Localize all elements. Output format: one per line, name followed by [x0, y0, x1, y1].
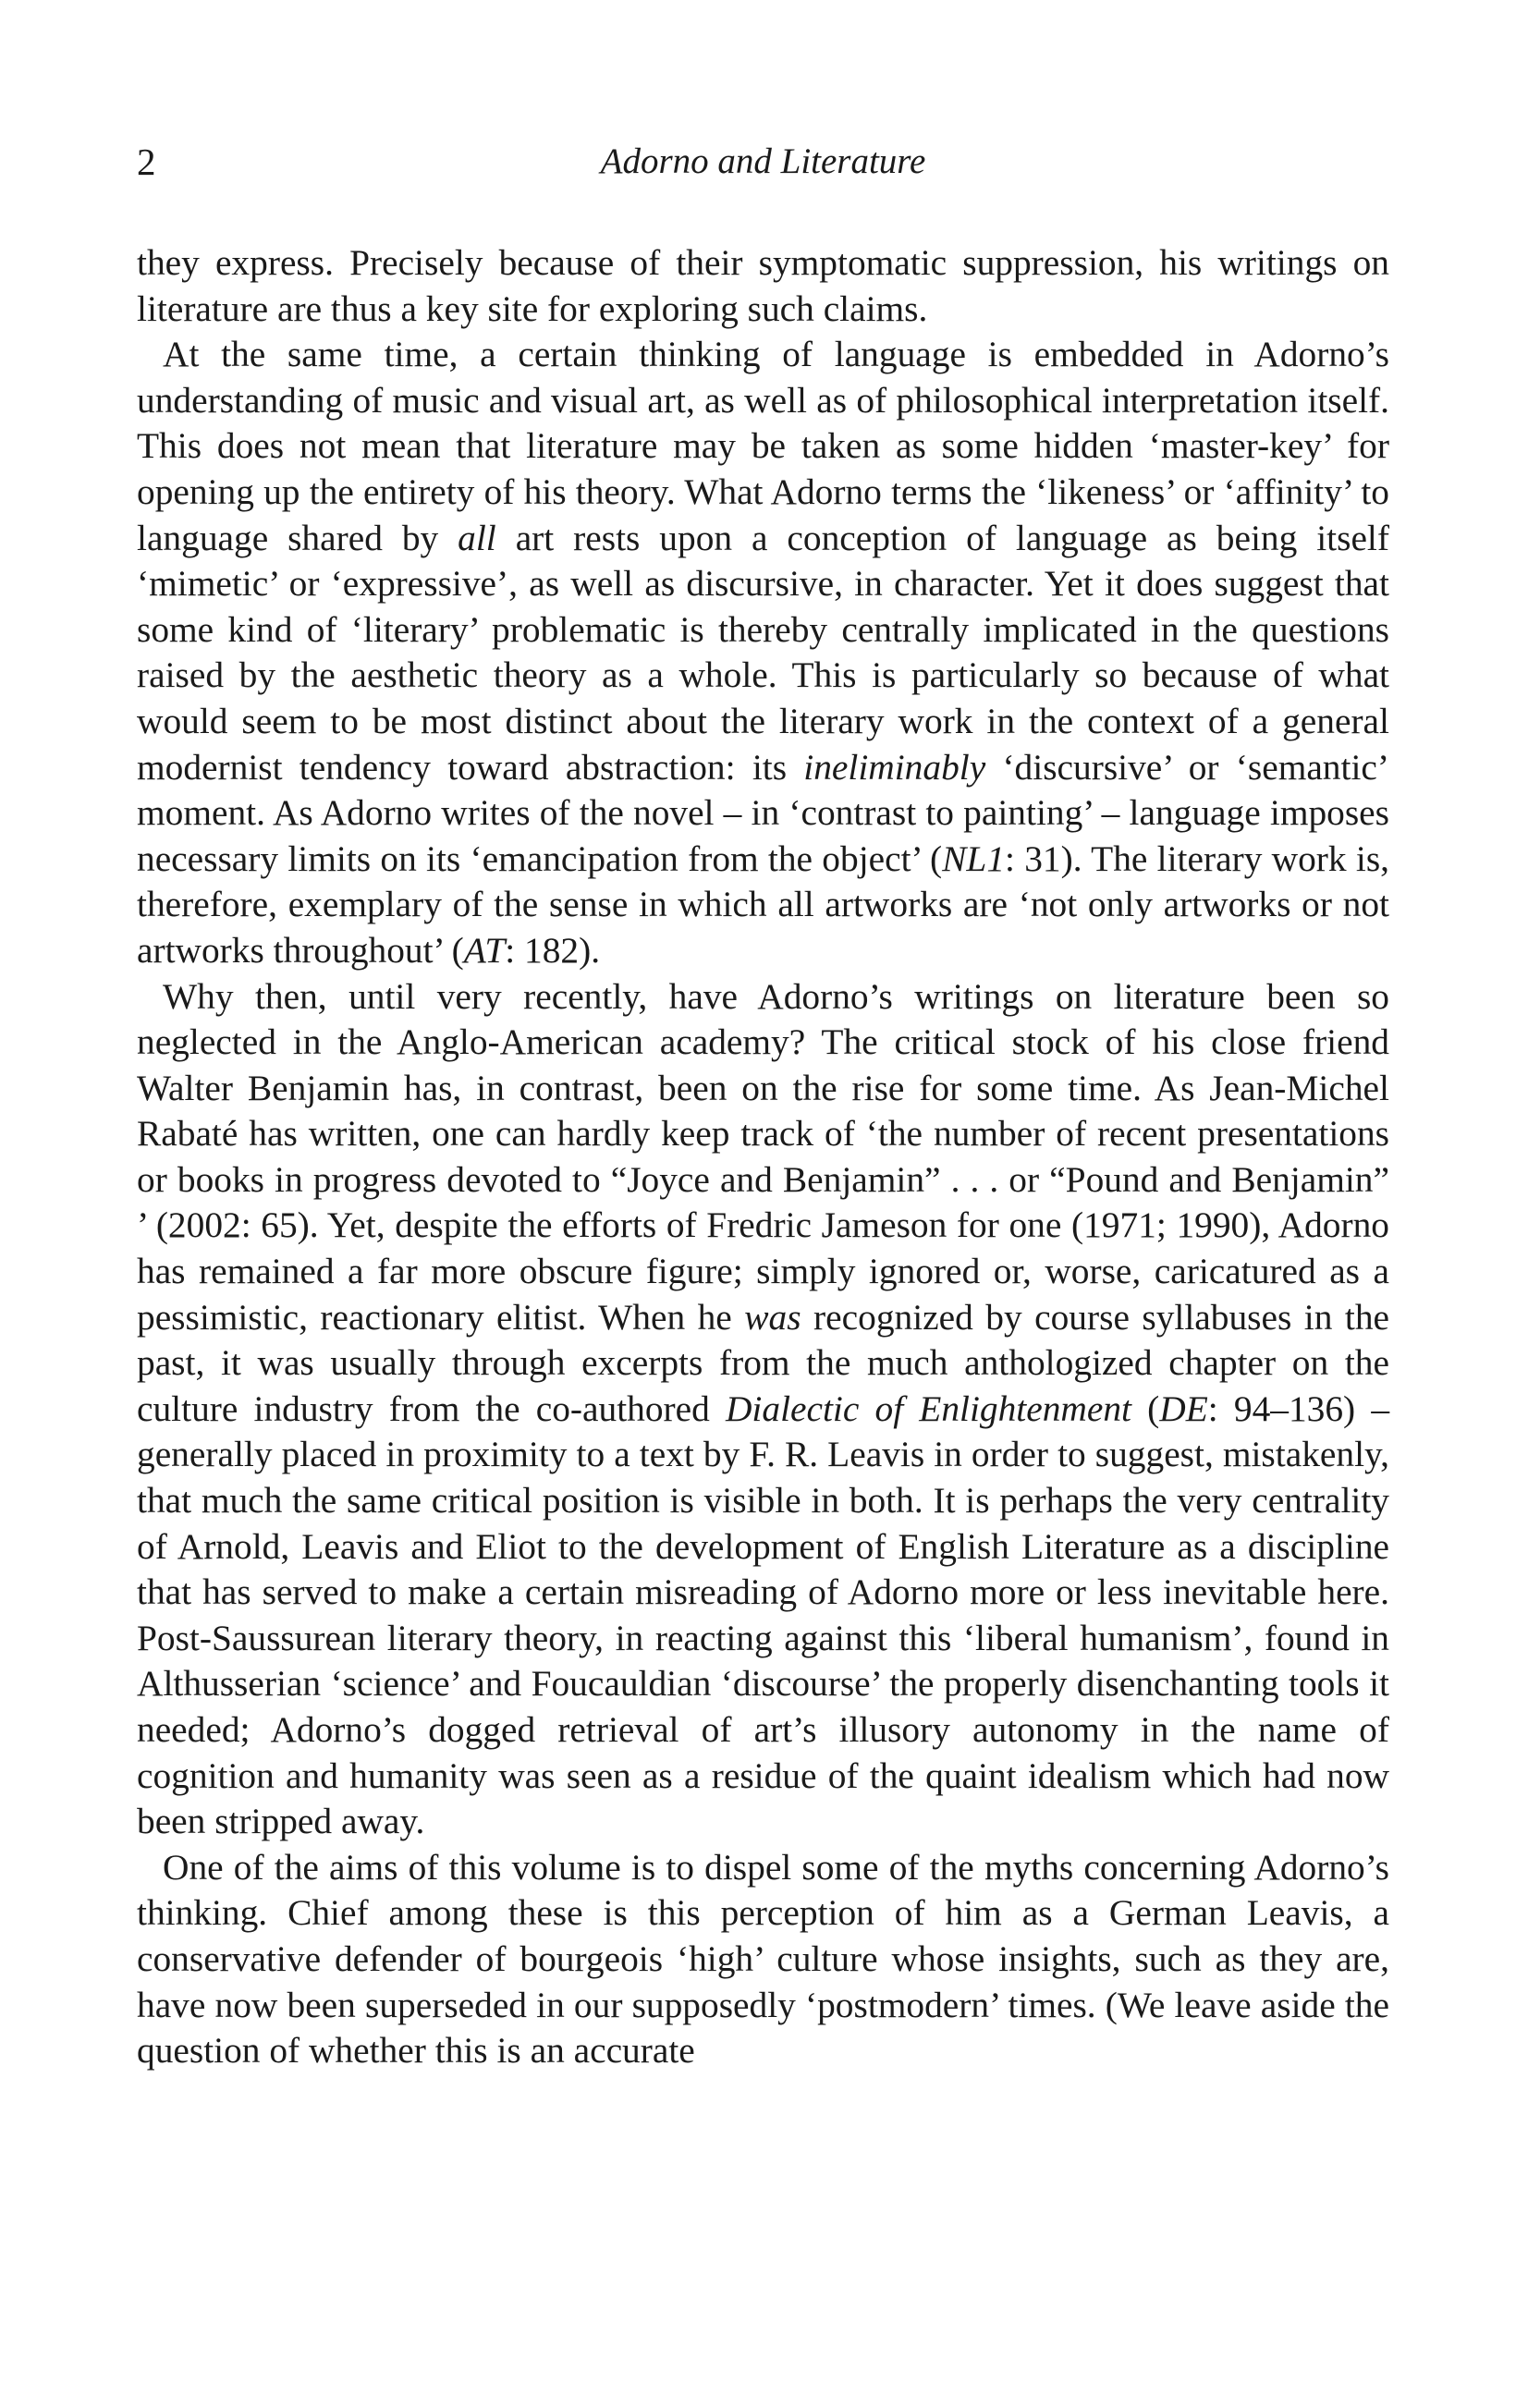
- paragraph-text: Why then, until very recently, have Adorno’s writings on literature been so neglected in the Anglo-American academy? The critical stock of his close friend Walter Benjamin has, in contrast, been on the rise for some time. As Jean-Michel Rabaté has written, one can hardly keep track of ‘the number of recent presentations or books in progress devoted to “Joyce and Benjamin” . . . or “Pound and Benjamin” ’ (2002: 65). Yet, despite the efforts of Fredric Jameson for one (1971; 1990), Adorno has remained a far more obscure figure; simply ignored or, worse, caricatured as a pessimistic, reactionary elitist. When he: [137, 975, 1389, 1338]
- italic-text: Dialectic of Enlightenment: [725, 1387, 1132, 1429]
- italic-text: DE: [1159, 1387, 1208, 1429]
- paragraph-aims-of-volume: [137, 1845, 1389, 2074]
- page-number: 2: [137, 141, 156, 183]
- italic-text: AT: [463, 929, 506, 971]
- running-title: Adorno and Literature: [600, 141, 926, 181]
- italic-text: NL1: [942, 837, 1006, 879]
- paragraph-text: : 31). The literary work is, therefore, exemplary of the sense in which all artworks are ‘not only artworks or not artworks throughout’ (: [137, 837, 1389, 971]
- italic-text: was: [744, 1296, 801, 1338]
- page-header: [137, 139, 1389, 185]
- paragraph-neglect-of-adorno: [137, 974, 1389, 1845]
- italic-text: all: [458, 517, 496, 558]
- paragraph-text: One of the aims of this volume is to dispel some of the myths concerning Adorno’s thinking. Chief among these is this perception of him as a German Leavis, a conservative defender of bourgeois ‘high’ culture whose insights, such as they are, have now been superseded in our supposedly ‘postmodern’ times. (We leave aside the question of whether this is an accurate: [137, 1846, 1389, 2072]
- paragraph-text: : 94–136) – generally placed in proximity to a text by F. R. Leavis in order to suggest, mistakenly, that much the same critical position is visible in both. It is perhaps the very centrality of Arnold, Leavis and Eliot to the development of English Literature as a discipline that has served to make a certain misreading of Adorno more or less inevitable here. Post-Saussurean literary theory, in reacting against this ‘liberal humanism’, found in Althusserian ‘science’ and Foucauldian ‘discourse’ the properly disenchanting tools it needed; Adorno’s dogged retrieval of art’s illusory autonomy in the name of cognition and humanity was seen as a residue of the quaint idealism which had now been stripped away.: [137, 1387, 1390, 1842]
- body-text: [137, 240, 1389, 2074]
- paragraph-text: (: [1131, 1387, 1160, 1429]
- italic-text: ineliminably: [803, 746, 986, 788]
- paragraph-language-mimesis: [137, 332, 1389, 973]
- paragraph-text: At the same time, a certain thinking of language is embedded in Adorno’s understanding of music and visual art, as well as of philosophical interpretation itself. This does not mean that literature may be taken as some hidden ‘master-key’ for opening up the entirety of his theory. What Adorno terms the ‘likeness’ or ‘affinity’ to language shared by: [137, 334, 1389, 558]
- paragraph-text: ‘discursive’ or ‘semantic’ moment. As Adorno writes of the novel – in ‘contrast to painting’ – language imposes necessary limits on its ‘emancipation from the object’ (: [137, 746, 1389, 879]
- paragraph-text: : 182).: [505, 929, 601, 971]
- paragraph-text: they express. Precisely because of their symptomatic suppression, his writings on literature are thus a key site for exploring such claims.: [137, 242, 1389, 329]
- paragraph-text: art rests upon a conception of language as being itself ‘mimetic’ or ‘expressive’, as well as discursive, in character. Yet it does suggest that some kind of ‘literary’ problematic is thereby centrally implicated in the questions raised by the aesthetic theory as a whole. This is particularly so because of what would seem to be most distinct about the literary work in the context of a general modernist tendency toward abstraction: its: [137, 517, 1389, 788]
- paragraph-text: recognized by course syllabuses in the past, it was usually through excerpts from the much anthologized chapter on the culture industry from the co-authored: [137, 1296, 1389, 1429]
- paragraph-continued: [137, 240, 1389, 332]
